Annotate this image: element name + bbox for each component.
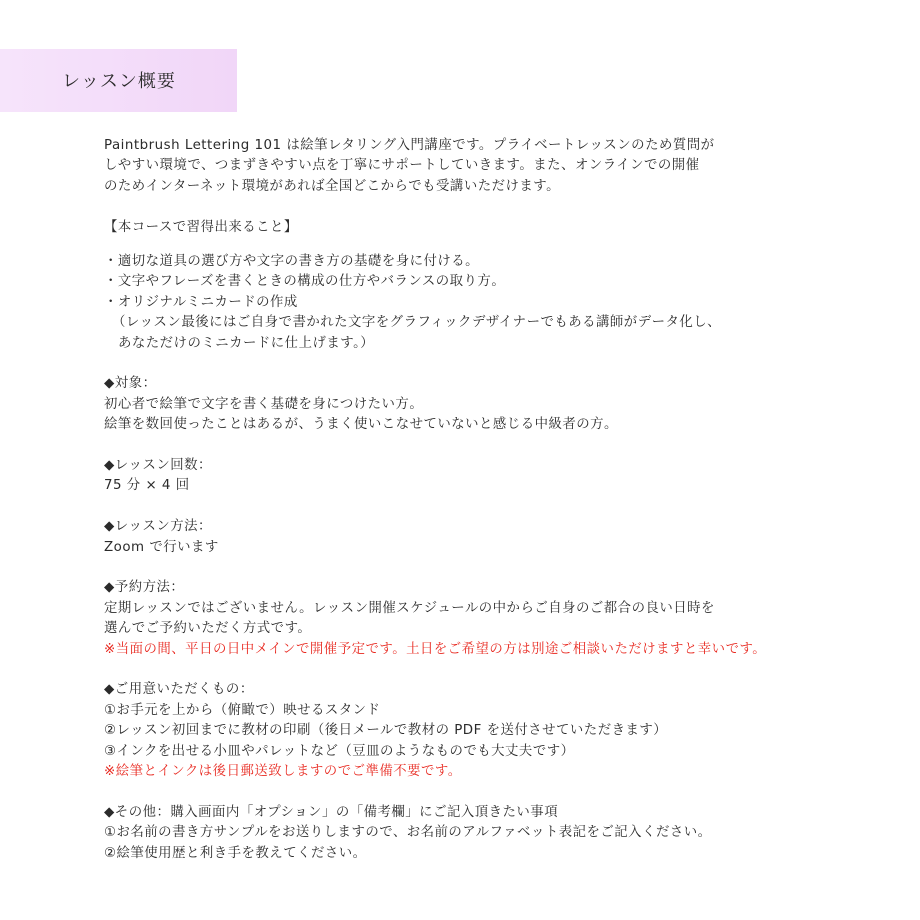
other-item: ②絵筆使用歴と利き手を教えてください。	[104, 845, 367, 861]
learn-section	[104, 218, 864, 354]
prepare-item: ①お手元を上から（俯瞰で）映せるスタンド	[104, 702, 381, 718]
page-title: レッスン概要	[62, 71, 176, 92]
prepare-section	[104, 680, 864, 782]
count-section	[104, 456, 864, 497]
intro-line: Paintbrush Lettering 101 は絵筆レタリング入門講座です。プライベートレッスンのため質問が	[104, 138, 715, 153]
target-heading: ◆対象：	[104, 376, 157, 392]
intro-paragraph	[104, 136, 864, 197]
learn-item: ・文字やフレーズを書くときの構成の仕方やバランスの取り方。	[104, 274, 506, 290]
booking-line: 定期レッスンではございません。レッスン開催スケジュールの中からご自身のご都合の良い日時を	[104, 600, 715, 616]
lesson-overview	[104, 136, 864, 864]
booking-line: 選んでご予約いただく方式です。	[104, 621, 312, 637]
learn-note-line: （レッスン最後にはご自身で書かれた文字をグラフィックデザイナーでもある講師がデータ化し、	[112, 315, 722, 331]
count-value: 75 分 × 4 回	[104, 478, 190, 494]
prepare-item: ②レッスン初回までに教材の印刷（後日メールで教材の PDF を送付させていただきます）	[104, 723, 668, 739]
learn-item: ・適切な道具の選び方や文字の書き方の基礎を身に付ける。	[104, 254, 480, 270]
learn-note-line: あなただけのミニカードに仕上げます。）	[118, 335, 375, 351]
other-heading: ◆その他：購入画面内「オプション」の「備考欄」にご記入頂きたい事項	[104, 804, 559, 820]
count-heading: ◆レッスン回数：	[104, 458, 212, 474]
other-section	[104, 803, 864, 864]
target-section	[104, 374, 864, 435]
intro-line: のためインターネット環境があれば全国どこからでも受講いただけます。	[104, 178, 560, 194]
learn-heading: 【本コースで習得出来ること】	[104, 219, 298, 235]
prepare-heading: ◆ご用意いただくもの：	[104, 682, 254, 698]
prepare-note: ※絵筆とインクは後日郵送致しますのでご準備不要です。	[104, 764, 462, 780]
method-heading: ◆レッスン方法：	[104, 519, 212, 535]
target-line: 絵筆を数回使ったことはあるが、うまく使いこなせていないと感じる中級者の方。	[104, 417, 618, 433]
booking-heading: ◆予約方法：	[104, 580, 185, 596]
booking-note: ※当面の間、平日の日中メインで開催予定です。土日をご希望の方は別途ご相談いただけますと幸いです。	[104, 641, 767, 657]
prepare-item: ③インクを出せる小皿やパレットなど（豆皿のようなものでも大丈夫です）	[104, 743, 575, 759]
other-item: ①お名前の書き方サンプルをお送りしますので、お名前のアルファベット表記をご記入ください。	[104, 825, 712, 841]
method-section	[104, 517, 864, 558]
learn-item: ・オリジナルミニカードの作成	[104, 294, 298, 310]
booking-section	[104, 578, 864, 660]
method-value: Zoom で行います	[104, 539, 219, 555]
target-line: 初心者で絵筆で文字を書く基礎を身につけたい方。	[104, 396, 424, 412]
intro-line: しやすい環境で、つまずきやすい点を丁寧にサポートしていきます。また、オンラインでの開催	[104, 158, 700, 174]
